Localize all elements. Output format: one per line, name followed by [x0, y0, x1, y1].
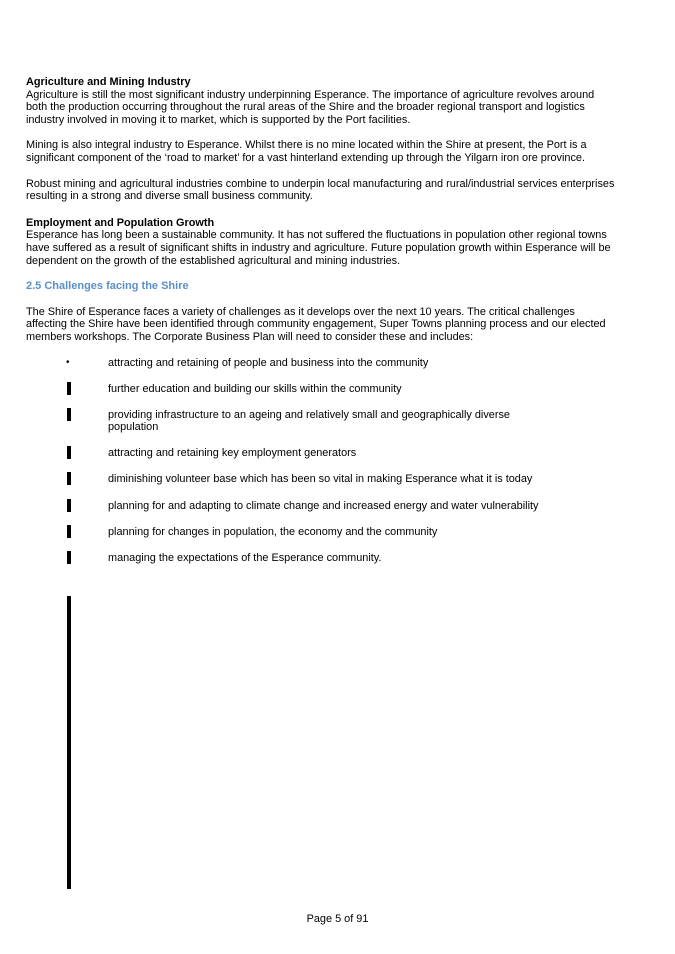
- vertical-rule-artifact: [67, 596, 71, 889]
- list-item: [26, 552, 548, 565]
- list-item: [26, 473, 548, 486]
- list-item: [26, 357, 548, 370]
- bullet-bar-icon: [67, 525, 71, 538]
- list-item: [26, 500, 548, 513]
- robust-industries-paragraph: Robust mining and agricultural industries combine to underpin local manufacturing and rural/industrial services enterprises resulting in a strong and diverse small business community.: [26, 177, 615, 203]
- employment-paragraph: Esperance has long been a sustainable community. It has not suffered the fluctuations in population other regional towns have suffered as a result of significant shifts in industry and agriculture. Future population growth within Esperance will be dependent on the growth of the established agricultural and mining industries.: [26, 229, 611, 267]
- list-item: [26, 447, 548, 460]
- list-item-text: planning for changes in population, the economy and the community: [108, 525, 438, 538]
- agriculture-heading: Agriculture and Mining Industry: [26, 76, 191, 88]
- mining-paragraph: Mining is also integral industry to Esperance. Whilst there is no mine located within the Shire at present, the Port is a significant component of the ‘road to market’ for a vast hinterland extending up through the Yilgarn iron ore province.: [26, 139, 587, 164]
- agriculture-paragraph: Agriculture is still the most significant industry underpinning Esperance. The importance of agriculture revolves around both the production occurring throughout the rural areas of the Shire and the broader regional transport and logistics industry involved in moving it to market, which is supported by the Port facilities.: [26, 88, 595, 126]
- challenges-intro: The Shire of Esperance faces a variety of challenges as it develops over the next 10 years. The critical challenges affecting the Shire have been identified through community engagement, Super Towns planning process and our elected members workshops. The Corporate Business Plan will need to consider these and includes:: [26, 305, 606, 343]
- list-item: [26, 409, 548, 434]
- list-item-text: diminishing volunteer base which has been so vital in making Esperance what it is today: [108, 473, 533, 486]
- challenges-list: [26, 357, 616, 565]
- list-item: [26, 383, 548, 396]
- bullet-bar-icon: [67, 551, 71, 564]
- list-item-text: planning for and adapting to climate change and increased energy and water vulnerability: [108, 499, 539, 512]
- challenges-heading: 2.5 Challenges facing the Shire: [26, 280, 189, 293]
- bullet-dot-icon: •: [66, 356, 70, 368]
- employment-heading: Employment and Population Growth: [26, 216, 215, 229]
- page-content: [26, 76, 616, 578]
- list-item-text: attracting and retaining key employment generators: [108, 447, 357, 460]
- list-item: [26, 526, 548, 539]
- list-item-text: providing infrastructure to an ageing and relatively small and geographically diverse population: [108, 408, 510, 434]
- bullet-bar-icon: [67, 499, 71, 512]
- bullet-bar-icon: [67, 408, 71, 421]
- bullet-bar-icon: [67, 472, 71, 485]
- bullet-bar-icon: [67, 446, 71, 459]
- list-item-text: attracting and retaining of people and business into the community: [108, 356, 429, 369]
- bullet-bar-icon: [67, 382, 71, 395]
- page-number: Page 5 of 91: [306, 913, 369, 925]
- list-item-text: further education and building our skills within the community: [108, 382, 402, 395]
- list-item-text: managing the expectations of the Esperance community.: [108, 551, 382, 564]
